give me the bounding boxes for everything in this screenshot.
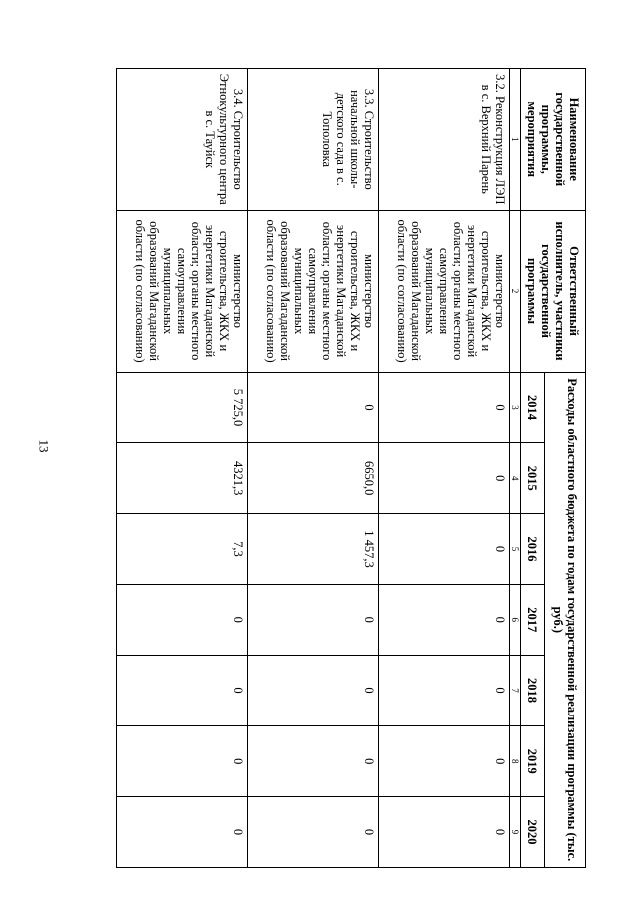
value-cell-2019: 0 [117,726,248,797]
value-cell-2020: 0 [379,797,510,868]
column-number-1: 1 [510,69,521,211]
value-cell-2014: 0 [248,372,379,443]
value-cell-2016: 7,3 [117,514,248,585]
header-responsible: Ответственный исполнитель, участники государственной программы [521,210,586,372]
value-cell-2017: 0 [248,584,379,655]
header-budget: Расходы областного бюджета по годам государственной реализации программы (тыс. руб.) [544,372,585,867]
column-number-8: 8 [510,726,521,797]
value-cell-2015: 6650,0 [248,443,379,514]
column-number-5: 5 [510,514,521,585]
rotated-table-container [46,68,586,868]
header-year-2016: 2016 [521,514,545,585]
column-number-9: 9 [510,797,521,868]
value-cell-2016: 0 [379,514,510,585]
header-year-2019: 2019 [521,726,545,797]
value-cell-2015: 0 [379,443,510,514]
header-year-2020: 2020 [521,797,545,868]
value-cell-2017: 0 [117,584,248,655]
budget-table [116,68,586,868]
table-row [379,69,510,868]
page-number: 13 [36,439,52,453]
column-number-row [510,69,521,868]
value-cell-2014: 0 [379,372,510,443]
program-name-cell: 3.4. Строительство Этнокультурного центра в с. Тауйск [117,69,248,211]
responsible-cell: министерство строительства, ЖКХ и энергетики Магаданской области; органы местного самоуправления муниципальных образований Магаданской области (по согласованию) [379,210,510,372]
header-year-2017: 2017 [521,584,545,655]
value-cell-2018: 0 [248,655,379,726]
value-cell-2017: 0 [379,584,510,655]
value-cell-2020: 0 [117,797,248,868]
value-cell-2020: 0 [248,797,379,868]
responsible-cell: министерство строительства, ЖКХ и энергетики Магаданской области; органы местного самоуправления муниципальных образований Магаданской области (по согласованию) [117,210,248,372]
value-cell-2019: 0 [379,726,510,797]
value-cell-2016: 1 457,3 [248,514,379,585]
table-row [248,69,379,868]
column-number-2: 2 [510,210,521,372]
table-body [117,69,510,868]
column-number-6: 6 [510,584,521,655]
header-year-2014: 2014 [521,372,545,443]
value-cell-2018: 0 [379,655,510,726]
value-cell-2014: 5 725,0 [117,372,248,443]
column-number-7: 7 [510,655,521,726]
program-name-cell: 3.2. Реконструкция ЛЭП в с. Верхний Парень [379,69,510,211]
header-year-2015: 2015 [521,443,545,514]
header-year-2018: 2018 [521,655,545,726]
value-cell-2015: 4321,3 [117,443,248,514]
responsible-cell: министерство строительства, ЖКХ и энергетики Магаданской области; органы местного самоуправления муниципальных образований Магаданской области (по согласованию) [248,210,379,372]
table-row [117,69,248,868]
value-cell-2018: 0 [117,655,248,726]
column-number-4: 4 [510,443,521,514]
column-number-3: 3 [510,372,521,443]
program-name-cell: 3.3. Строительство начальной школы-детского сада в с. Тополовка [248,69,379,211]
header-program-name: Наименование государственной программы, мероприятия [521,69,586,211]
value-cell-2019: 0 [248,726,379,797]
